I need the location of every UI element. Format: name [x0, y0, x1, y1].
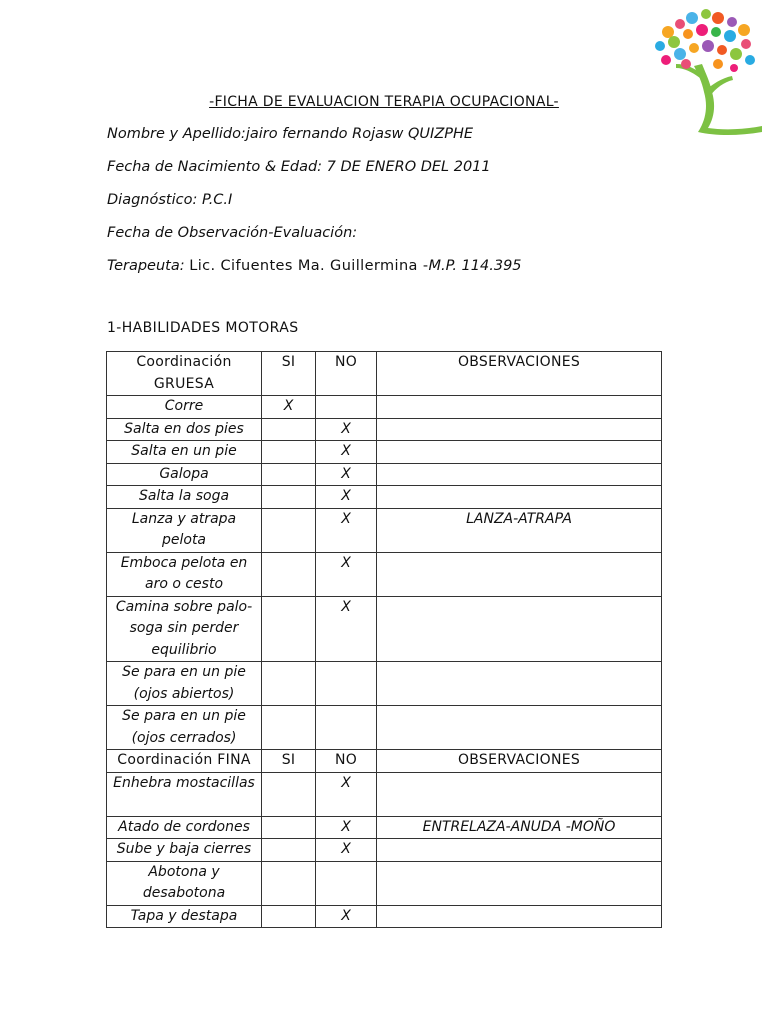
cell-observaciones: [377, 596, 662, 662]
cell-observaciones: [377, 861, 662, 905]
table-row: [107, 463, 662, 486]
terapeuta-mp: M.P. 114.395: [428, 258, 522, 274]
cell-si: [262, 508, 316, 552]
table-row: [107, 418, 662, 441]
cell-observaciones: [377, 486, 662, 509]
cell-activity: Se para en un pie (ojos cerrados): [107, 706, 262, 750]
cell-si: [262, 839, 316, 862]
cell-activity: Abotona y desabotona: [107, 861, 262, 905]
cell-si: [262, 441, 316, 464]
cell-si: [262, 662, 316, 706]
cell-activity: Lanza y atrapa pelota: [107, 508, 262, 552]
cell-si: [262, 463, 316, 486]
cell-observaciones: [377, 396, 662, 419]
cell-si: [262, 816, 316, 839]
cell-observaciones: [377, 441, 662, 464]
cell-observaciones: [377, 772, 662, 816]
cell-activity: Galopa: [107, 463, 262, 486]
header-cell-no: NO: [316, 352, 377, 396]
cell-activity: Enhebra mostacillas: [107, 772, 262, 816]
cell-activity: Atado de cordones: [107, 816, 262, 839]
table-row: [107, 596, 662, 662]
cell-observaciones: [377, 418, 662, 441]
cell-observaciones: [377, 552, 662, 596]
table-row: [107, 905, 662, 928]
header-cell-activity: Coordinación FINA: [107, 750, 262, 773]
cell-activity: Emboca pelota en aro o cesto: [107, 552, 262, 596]
section-title: 1-HABILIDADES MOTORAS: [107, 320, 299, 336]
cell-observaciones: [377, 662, 662, 706]
evaluation-table: [106, 351, 662, 928]
cell-no: X: [316, 816, 377, 839]
cell-si: [262, 861, 316, 905]
field-nombre: Nombre y Apellido:jairo fernando Rojasw QUIZPHE: [107, 126, 474, 142]
cell-observaciones: [377, 905, 662, 928]
cell-si: X: [262, 396, 316, 419]
cell-no: X: [316, 905, 377, 928]
table-row: [107, 486, 662, 509]
cell-si: [262, 706, 316, 750]
cell-no: [316, 861, 377, 905]
cell-no: X: [316, 463, 377, 486]
cell-activity: Sube y baja cierres: [107, 839, 262, 862]
cell-si: [262, 596, 316, 662]
terapeuta-label: Terapeuta:: [107, 258, 185, 274]
terapeuta-name: Lic. Cifuentes Ma. Guillermina -: [189, 258, 429, 274]
cell-activity: Tapa y destapa: [107, 905, 262, 928]
cell-observaciones: [377, 706, 662, 750]
table-row: [107, 662, 662, 706]
header-cell-activity: Coordinación GRUESA: [107, 352, 262, 396]
header-cell-no: NO: [316, 750, 377, 773]
document-title: -FICHA DE EVALUACION TERAPIA OCUPACIONAL-: [209, 94, 559, 110]
field-terapeuta: [107, 258, 522, 274]
tree-of-hands-logo: [646, 2, 766, 138]
cell-activity: Camina sobre palo-soga sin perder equilibrio: [107, 596, 262, 662]
cell-activity: Corre: [107, 396, 262, 419]
cell-no: [316, 706, 377, 750]
table-row: [107, 706, 662, 750]
table-row: [107, 861, 662, 905]
cell-observaciones: [377, 839, 662, 862]
header-cell-si: SI: [262, 750, 316, 773]
cell-observaciones: ENTRELAZA-ANUDA -MOÑO: [377, 816, 662, 839]
header-cell-observaciones: OBSERVACIONES: [377, 750, 662, 773]
table-header-row: [107, 352, 662, 396]
header-cell-observaciones: OBSERVACIONES: [377, 352, 662, 396]
cell-si: [262, 552, 316, 596]
header-cell-si: SI: [262, 352, 316, 396]
cell-observaciones: LANZA-ATRAPA: [377, 508, 662, 552]
table-row: [107, 839, 662, 862]
table-row: [107, 816, 662, 839]
table-row: [107, 396, 662, 419]
table-header-row: [107, 750, 662, 773]
cell-no: [316, 662, 377, 706]
cell-activity: Salta la soga: [107, 486, 262, 509]
cell-no: X: [316, 772, 377, 816]
cell-si: [262, 905, 316, 928]
table-row: [107, 441, 662, 464]
cell-no: X: [316, 839, 377, 862]
field-diagnostico: Diagnóstico: P.C.I: [107, 192, 233, 208]
cell-no: X: [316, 441, 377, 464]
table-row: [107, 552, 662, 596]
cell-no: X: [316, 552, 377, 596]
field-observacion: Fecha de Observación-Evaluación:: [107, 225, 358, 241]
field-nacimiento: Fecha de Nacimiento & Edad: 7 DE ENERO DEL 2011: [107, 159, 491, 175]
cell-activity: Salta en un pie: [107, 441, 262, 464]
cell-no: X: [316, 508, 377, 552]
cell-no: [316, 396, 377, 419]
table-row: [107, 772, 662, 816]
cell-si: [262, 772, 316, 816]
cell-activity: Se para en un pie (ojos abiertos): [107, 662, 262, 706]
table-row: [107, 508, 662, 552]
cell-no: X: [316, 418, 377, 441]
cell-no: X: [316, 596, 377, 662]
cell-observaciones: [377, 463, 662, 486]
cell-activity: Salta en dos pies: [107, 418, 262, 441]
cell-si: [262, 486, 316, 509]
cell-no: X: [316, 486, 377, 509]
cell-si: [262, 418, 316, 441]
